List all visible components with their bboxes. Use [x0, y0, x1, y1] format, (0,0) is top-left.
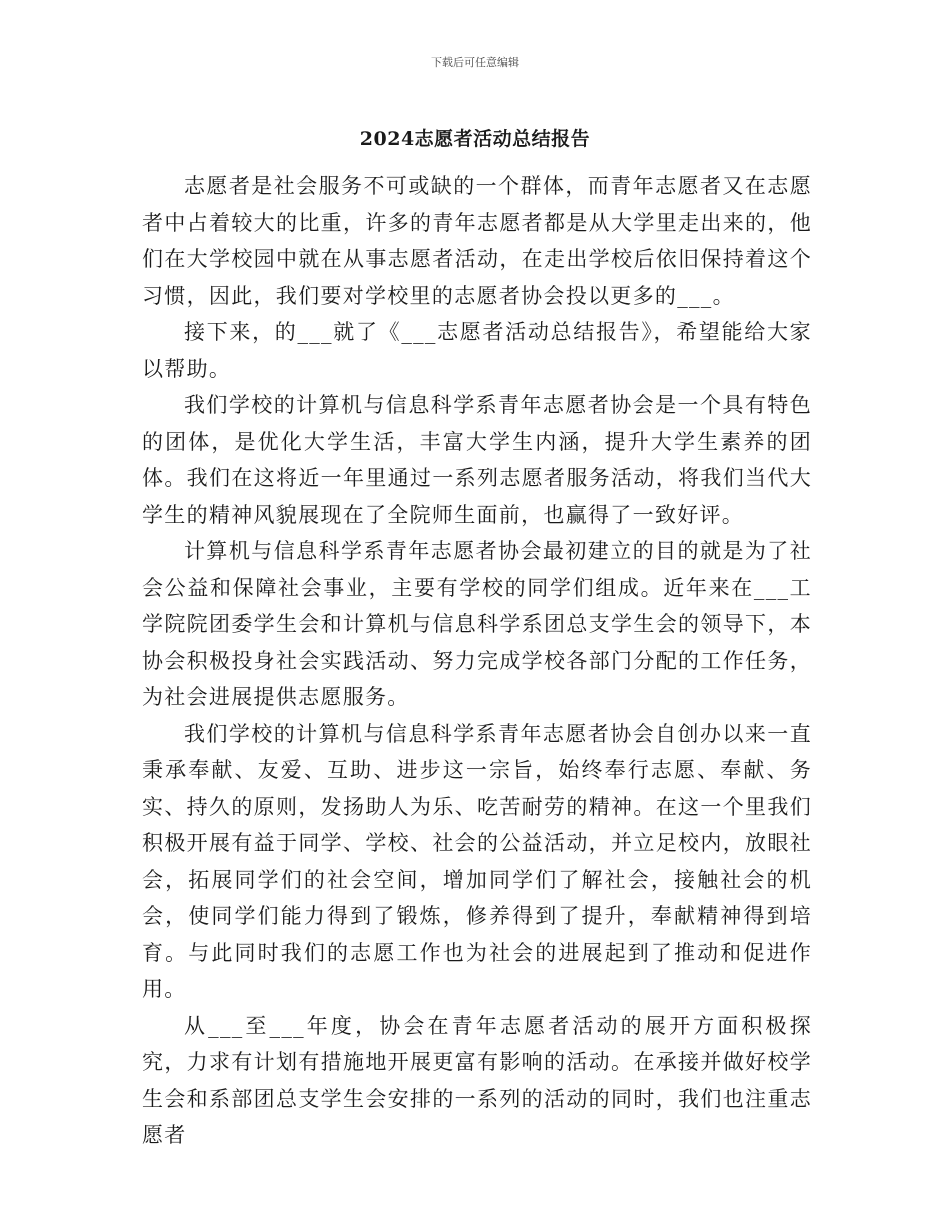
paragraph: 我们学校的计算机与信息科学系青年志愿者协会自创办以来一直秉承奉献、友爱、互助、进步这一宗旨，始终奉行志愿、奉献、务实、持久的原则，发扬助人为乐、吃苦耐劳的精神。在这一个里我们积极开展有益于同学、学校、社会的公益活动，并立足校内，放眼社会，拓展同学们的社会空间，增加同学们了解社会，接触社会的机会，使同学们能力得到了锻炼，修养得到了提升，奉献精神得到培育。与此同时我们的志愿工作也为社会的进展起到了推动和促进作用。 — [142, 721, 812, 1001]
document-body — [142, 168, 812, 1154]
paragraph: 从___至___年度，协会在青年志愿者活动的展开方面积极探究，力求有计划有措施地开展更富有影响的活动。在承接并做好校学生会和系部团总支学生会安排的一系列的活动的同时，我们也注重志愿者 — [142, 1013, 812, 1147]
paragraph: 接下来，的___就了《___志愿者活动总结报告》，希望能给大家以帮助。 — [142, 320, 812, 381]
page-header-note: 下载后可任意编辑 — [431, 56, 519, 69]
paragraph: 志愿者是社会服务不可或缺的一个群体，而青年志愿者又在志愿者中占着较大的比重，许多的青年志愿者都是从大学里走出来的，他们在大学校园中就在从事志愿者活动，在走出学校后依旧保持着这个习惯，因此，我们要对学校里的志愿者协会投以更多的___。 — [142, 174, 812, 308]
paragraph: 计算机与信息科学系青年志愿者协会最初建立的目的就是为了社会公益和保障社会事业，主要有学校的同学们组成。近年来在___工学院院团委学生会和计算机与信息科学系团总支学生会的领导下，本协会积极投身社会实践活动、努力完成学校各部门分配的工作任务，为社会进展提供志愿服务。 — [142, 539, 812, 709]
paragraph: 我们学校的计算机与信息科学系青年志愿者协会是一个具有特色的团体，是优化大学生活，丰富大学生内涵，提升大学生素养的团体。我们在这将近一年里通过一系列志愿者服务活动，将我们当代大学生的精神风貌展现在了全院师生面前，也赢得了一致好评。 — [142, 393, 812, 527]
document-title: 2024志愿者活动总结报告 — [359, 128, 591, 150]
